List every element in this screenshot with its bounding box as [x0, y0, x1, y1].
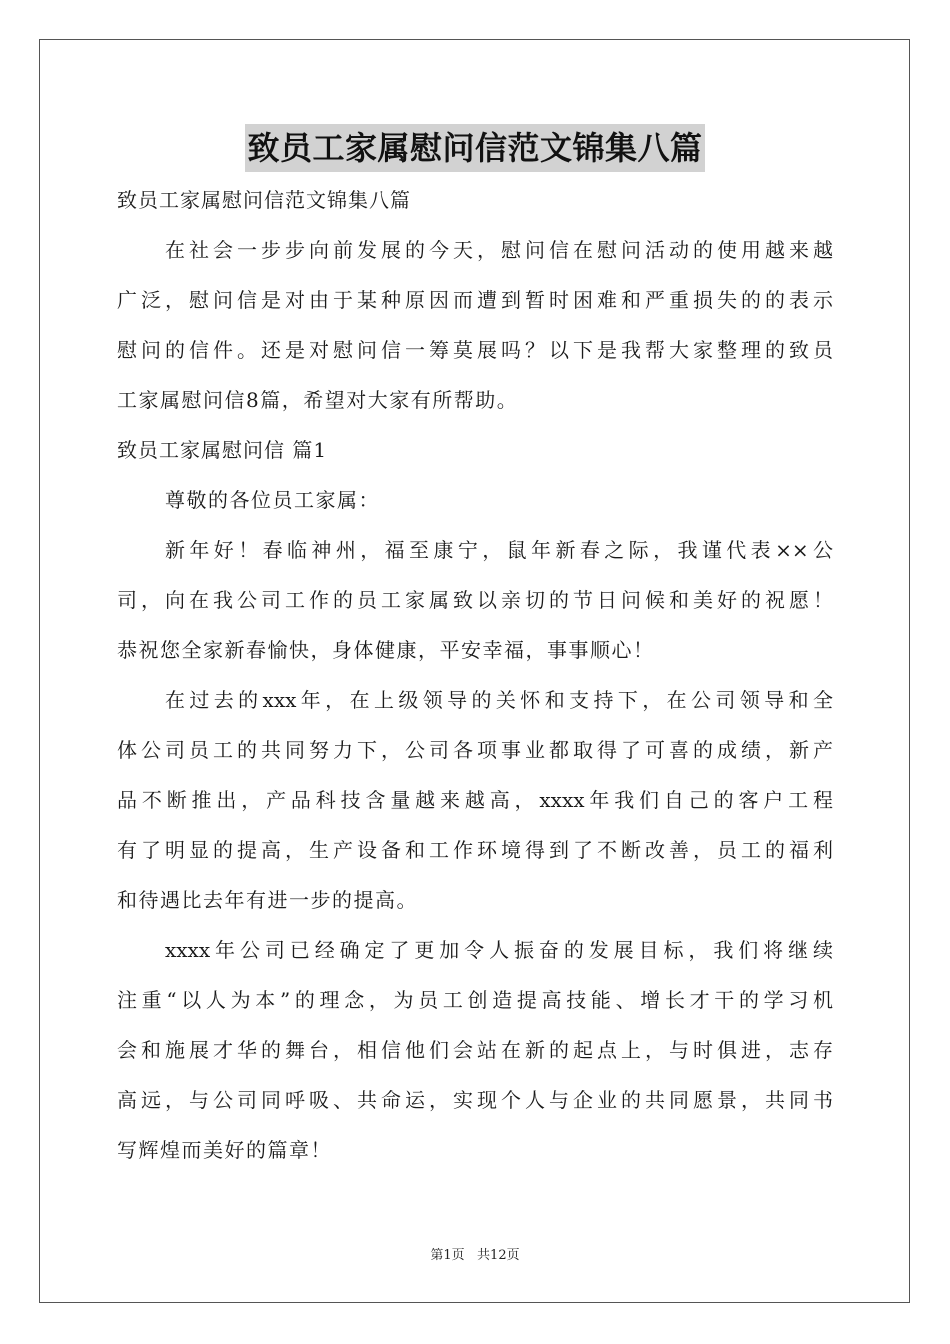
paragraph-line: 在过去的xxx年，在上级领导的关怀和支持下，在公司领导和全 — [165, 688, 833, 712]
paragraph-line: 工家属慰问信8篇，希望对大家有所帮助。 — [117, 388, 519, 412]
paragraph-line: 写辉煌而美好的篇章！ — [117, 1138, 332, 1162]
paragraph-line: 会和施展才华的舞台，相信他们会站在新的起点上，与时俱进，志存 — [117, 1038, 833, 1062]
salutation: 尊敬的各位员工家属： — [165, 488, 380, 512]
paragraph-line: 和待遇比去年有进一步的提高。 — [117, 888, 418, 912]
paragraph-line: 司，向在我公司工作的员工家属致以亲切的节日问候和美好的祝愿！ — [117, 588, 833, 612]
paragraph-line: 有了明显的提高，生产设备和工作环境得到了不断改善，员工的福利 — [117, 838, 833, 862]
paragraph-line: 体公司员工的共同努力下，公司各项事业都取得了可喜的成绩，新产 — [117, 738, 833, 762]
paragraph-line: 注重“以人为本”的理念，为员工创造提高技能、增长才干的学习机 — [117, 988, 833, 1012]
paragraph-line: xxxx年公司已经确定了更加令人振奋的发展目标，我们将继续 — [165, 938, 833, 962]
paragraph-line: 慰问的信件。还是对慰问信一筹莫展吗？以下是我帮大家整理的致员 — [117, 338, 833, 362]
section-heading: 致员工家属慰问信 篇1 — [117, 438, 328, 462]
paragraph-line: 在社会一步步向前发展的今天，慰问信在慰问活动的使用越来越 — [165, 238, 833, 262]
paragraph-line: 恭祝您全家新春愉快，身体健康，平安幸福，事事顺心！ — [117, 638, 655, 662]
page-footer: 第1页 共12页 — [430, 1248, 520, 1263]
document-subtitle: 致员工家属慰问信范文锦集八篇 — [117, 188, 411, 212]
paragraph-line: 高远，与公司同呼吸、共命运，实现个人与企业的共同愿景，共同书 — [117, 1088, 833, 1112]
paragraph-line: 新年好！春临神州，福至康宁，鼠年新春之际，我谨代表××公 — [165, 538, 833, 562]
document-title: 致员工家属慰问信范文锦集八篇 — [245, 124, 704, 172]
title-container — [117, 124, 833, 172]
paragraph-line: 广泛，慰问信是对由于某种原因而遭到暂时困难和严重损失的的表示 — [117, 288, 833, 312]
paragraph-line: 品不断推出，产品科技含量越来越高，xxxx年我们自己的客户工程 — [117, 788, 833, 812]
